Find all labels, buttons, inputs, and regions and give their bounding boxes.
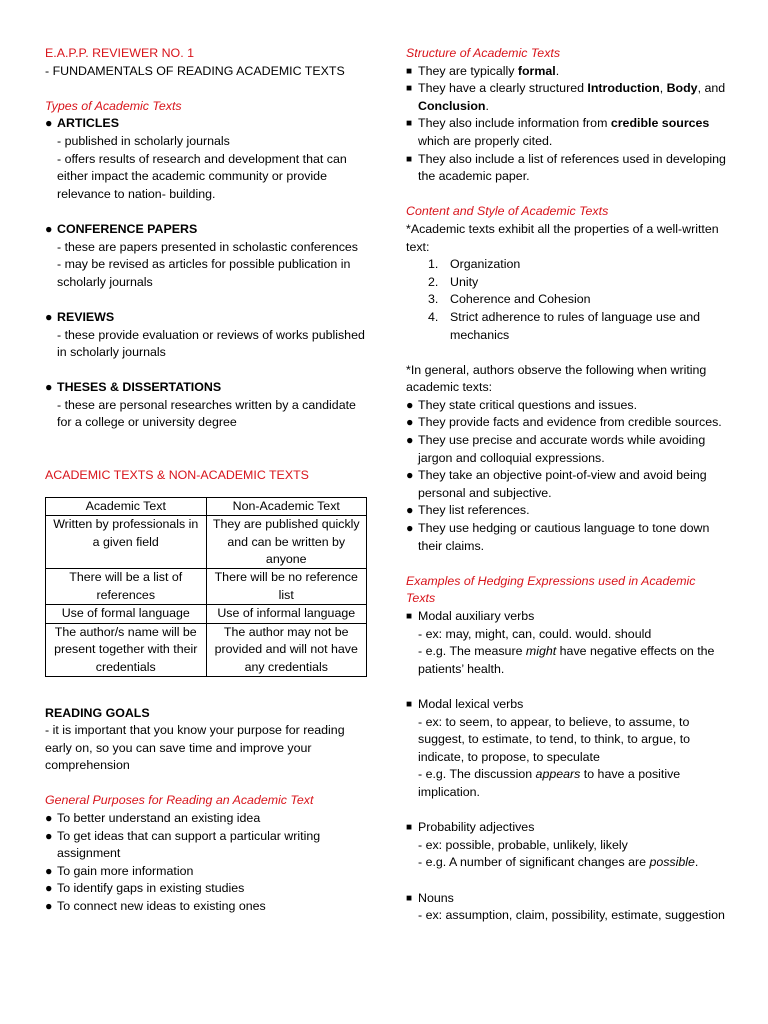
- bullet-icon: ●: [406, 415, 414, 430]
- list-item: ● They use hedging or cautious language to tone down their claims.: [406, 520, 726, 555]
- content-heading: Content and Style of Academic Texts: [406, 204, 609, 219]
- list-item: 2. Unity: [428, 274, 479, 289]
- example-line: - ex: possible, probable, unlikely, likely: [418, 837, 628, 852]
- bullet-icon: ●: [45, 116, 53, 131]
- document-title: E.A.P.P. REVIEWER NO. 1: [45, 46, 194, 60]
- list-item: ● They provide facts and evidence from credible sources.: [406, 414, 726, 432]
- table-cell: There will be a list of references: [46, 569, 207, 605]
- bullet-icon: ●: [45, 881, 53, 896]
- list-item: ■ They also include a list of references used in developing the academic paper.: [406, 151, 726, 186]
- bullet-icon: ●: [45, 811, 53, 826]
- bullet-icon: ●: [406, 433, 414, 448]
- bullet-icon: ●: [45, 828, 53, 843]
- list-item: 1. Organization: [428, 257, 521, 272]
- right-column: [406, 45, 726, 925]
- table-row: [46, 605, 367, 623]
- articles-line: - offers results of research and development that can either impact the academic community or provide relevance to nation- building.: [57, 151, 347, 201]
- table-row: [46, 623, 367, 676]
- compare-heading: ACADEMIC TEXTS & NON-ACADEMIC TEXTS: [45, 468, 309, 483]
- table-cell: There will be no reference list: [206, 569, 367, 605]
- table-header-row: [46, 497, 367, 515]
- square-bullet-icon: ■: [406, 118, 413, 130]
- bullet-icon: ●: [45, 863, 53, 878]
- example-line: - e.g. A number of significant changes are possible.: [418, 855, 699, 870]
- purposes-heading: General Purposes for Reading an Academic Text: [45, 793, 314, 808]
- list-item: ■ Nouns: [406, 890, 726, 908]
- square-bullet-icon: ■: [406, 83, 413, 95]
- bullet-icon: ●: [45, 221, 53, 236]
- table-cell: Use of formal language: [46, 605, 207, 623]
- list-item: ● To connect new ideas to existing ones: [45, 898, 367, 916]
- articles-item: ● ARTICLES: [45, 115, 367, 133]
- table-cell: The author/s name will be present together with their credentials: [46, 623, 207, 676]
- list-item: ● To gain more information: [45, 863, 367, 881]
- list-item: ● To get ideas that can support a particular writing assignment: [45, 828, 367, 863]
- example-line: - ex: may, might, can, could. would. should: [418, 626, 652, 641]
- list-item: ● They use precise and accurate words while avoiding jargon and colloquial expressions.: [406, 432, 726, 467]
- list-item: ■ Probability adjectives: [406, 819, 726, 837]
- list-item: ● They take an objective point-of-view and avoid being personal and subjective.: [406, 467, 726, 502]
- bullet-icon: ●: [45, 309, 53, 324]
- bullet-icon: ●: [406, 397, 414, 412]
- table-cell: The author may not be provided and will not have any credentials: [206, 623, 367, 676]
- comparison-table: [45, 497, 367, 677]
- list-item: 4. Strict adherence to rules of language use and mechanics: [428, 309, 701, 342]
- table-header-cell: Non-Academic Text: [206, 497, 367, 515]
- square-bullet-icon: ■: [406, 153, 413, 165]
- table-cell: They are published quickly and can be written by anyone: [206, 516, 367, 569]
- theses-item: ● THESES & DISSERTATIONS: [45, 379, 367, 397]
- list-item: ■ They are typically formal.: [406, 63, 726, 81]
- table-cell: Written by professionals in a given field: [46, 516, 207, 569]
- types-heading: Types of Academic Texts: [45, 98, 182, 113]
- conference-line: - these are papers presented in scholastic conferences: [57, 239, 358, 254]
- list-item: ■ They have a clearly structured Introduction, Body, and Conclusion.: [406, 80, 726, 115]
- square-bullet-icon: ■: [406, 892, 413, 904]
- reading-goals-text: - it is important that you know your purpose for reading early on, so you can save time and improve your comprehension: [45, 723, 345, 773]
- square-bullet-icon: ■: [406, 698, 413, 710]
- reviews-line: - these provide evaluation or reviews of works published in scholarly journals: [57, 327, 365, 360]
- conference-item: ● CONFERENCE PAPERS: [45, 221, 367, 239]
- list-item: ● To better understand an existing idea: [45, 810, 367, 828]
- bullet-icon: ●: [45, 899, 53, 914]
- list-item: ■ Modal lexical verbs: [406, 696, 726, 714]
- conference-line: - may be revised as articles for possible publication in scholarly journals: [57, 257, 351, 289]
- list-item: ● To identify gaps in existing studies: [45, 880, 367, 898]
- left-column: [45, 45, 367, 916]
- square-bullet-icon: ■: [406, 822, 413, 834]
- general-intro: *In general, authors observe the following when writing academic texts:: [406, 362, 707, 395]
- list-item: 3. Coherence and Cohesion: [428, 292, 591, 307]
- example-line: - e.g. The discussion appears to have a positive implication.: [418, 767, 681, 799]
- document-subtitle: - FUNDAMENTALS OF READING ACADEMIC TEXTS: [45, 63, 345, 78]
- example-line: - ex: to seem, to appear, to believe, to assume, to suggest, to estimate, to tend, to think, to argue, to indicate, to propose, to speculate: [418, 714, 691, 764]
- bullet-icon: ●: [406, 503, 414, 518]
- example-line: - e.g. The measure might have negative effects on the patients’ health.: [418, 644, 715, 676]
- reading-goals-title: READING GOALS: [45, 705, 150, 720]
- table-cell: Use of informal language: [206, 605, 367, 623]
- square-bullet-icon: ■: [406, 65, 413, 77]
- hedging-heading: Examples of Hedging Expressions used in Academic Texts: [406, 573, 696, 606]
- articles-line: - published in scholarly journals: [57, 133, 230, 148]
- table-row: [46, 516, 367, 569]
- list-item: ● They state critical questions and issues.: [406, 397, 726, 415]
- theses-line: - these are personal researches written by a candidate for a college or university degree: [57, 397, 356, 430]
- list-item: ● They list references.: [406, 502, 726, 520]
- list-item: ■ They also include information from credible sources which are properly cited.: [406, 115, 726, 150]
- example-line: - ex: assumption, claim, possibility, estimate, suggestion: [418, 908, 725, 923]
- list-item: ■ Modal auxiliary verbs: [406, 608, 726, 626]
- bullet-icon: ●: [406, 468, 414, 483]
- content-intro: *Academic texts exhibit all the properties of a well-written text:: [406, 221, 719, 254]
- square-bullet-icon: ■: [406, 611, 413, 622]
- bullet-icon: ●: [45, 380, 53, 395]
- reviews-item: ● REVIEWS: [45, 309, 367, 327]
- bullet-icon: ●: [406, 521, 414, 536]
- table-header-cell: Academic Text: [46, 497, 207, 515]
- table-row: [46, 569, 367, 605]
- structure-heading: Structure of Academic Texts: [406, 46, 561, 60]
